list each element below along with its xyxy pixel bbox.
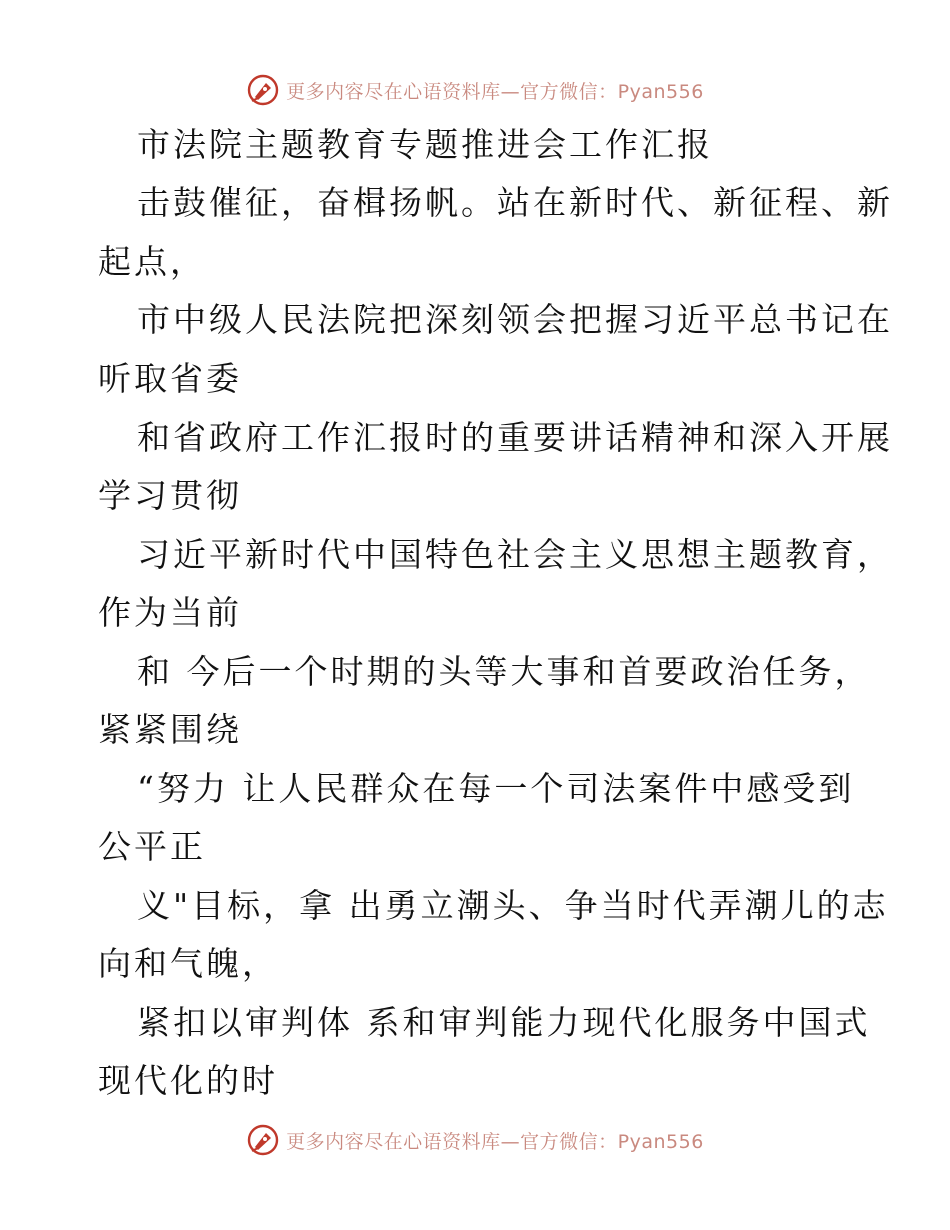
text-line: 学习贯彻	[98, 476, 242, 515]
text-line: 向和气魄，	[98, 944, 278, 983]
text-line: 击鼓催征，奋楫扬帆。站在新时代、新征程、新	[137, 183, 893, 222]
text-line: 公平正	[98, 827, 206, 866]
text-line: 习近平新时代中国特色社会主义思想主题教育，	[137, 535, 893, 574]
footer-watermark	[0, 1120, 950, 1160]
text-line: 和 今后一个时期的头等大事和首要政治任务，	[137, 652, 871, 691]
text-line: 现代化的时	[98, 1061, 278, 1100]
text-line: 市中级人民法院把深刻领会把握习近平总书记在	[137, 300, 893, 339]
text-line: “努力 让人民群众在每一个司法案件中感受到	[137, 769, 855, 808]
watermark-text: 更多内容尽在心语资料库—官方微信：Pyan556	[286, 80, 704, 103]
document-title: 市法院主题教育专题推进会工作汇报	[137, 125, 713, 164]
text-line: 作为当前	[98, 593, 242, 632]
watermark-text: 更多内容尽在心语资料库—官方微信：Pyan556	[286, 1130, 704, 1153]
text-line: 起点，	[98, 242, 206, 281]
text-line: 和省政府工作汇报时的重要讲话精神和深入开展	[137, 418, 893, 457]
text-line: 听取省委	[98, 359, 242, 398]
pen-nib-logo-icon	[246, 1123, 280, 1157]
text-line: 义"目标，拿 出勇立潮头、争当时代弄潮儿的志	[137, 886, 889, 925]
text-line: 紧扣以审判体 系和审判能力现代化服务中国式	[137, 1003, 871, 1042]
text-line: 紧紧围绕	[98, 710, 242, 749]
